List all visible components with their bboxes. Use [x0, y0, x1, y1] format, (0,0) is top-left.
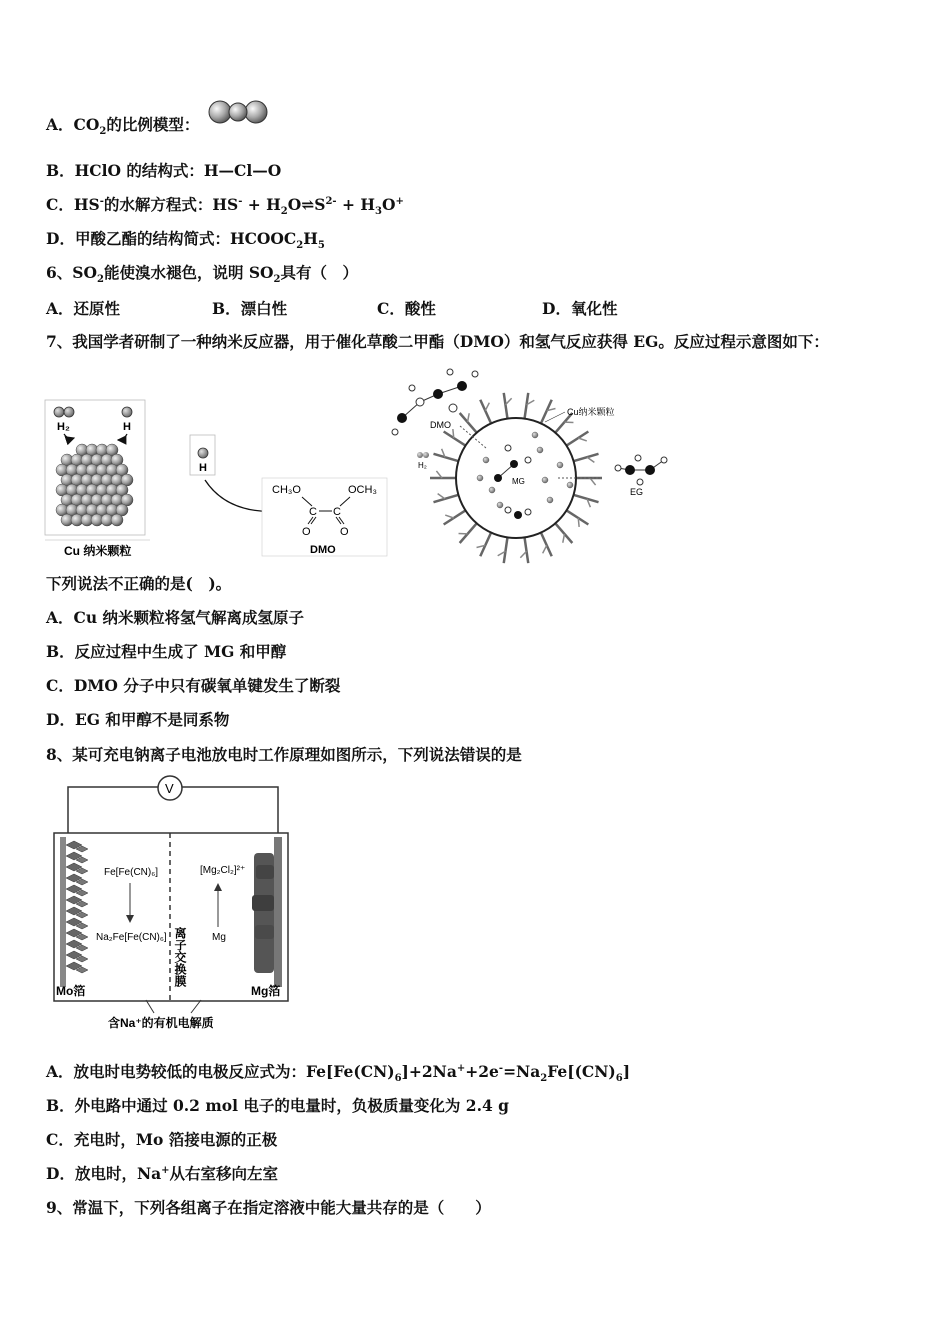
electrolyte-label: 含Na⁺的有机电解质 [108, 1016, 214, 1030]
carbon-1: C [309, 506, 317, 518]
q7-option-d: D．EG 和甲醇不是同系物 [46, 710, 230, 729]
electrolytic-cell [54, 833, 288, 1001]
fe-fecn6-label: Fe[Fe(CN)₆] [104, 867, 159, 878]
q6-option-c: C．酸性 [377, 299, 436, 318]
cu-nanoparticle-panel [45, 400, 150, 558]
mg-foil-label: Mg箔 [251, 984, 281, 998]
nanoreactor-panel [392, 369, 667, 563]
eg-label: EG [630, 487, 644, 497]
q8-option-b: B．外电路中通过 0.2 mol 电子的电量时，负极质量变化为 2.4 g [46, 1096, 509, 1115]
q8-option-d: D．放电时，Na+从右室移向左室 [46, 1164, 279, 1183]
q5-option-c: C．HS-的水解方程式：$HS^- + H_2O\rightleftharpoons S^{2-} + H_3O^+$ [46, 195, 404, 218]
q7-stem: 7、我国学者研制了一种纳米反应器，用于催化草酸二甲酯（DMO）和氢气反应获得 EG。反应过程示意图如下： [46, 332, 829, 351]
och3-label: OCH₃ [348, 484, 377, 496]
q7-option-a: A．Cu 纳米颗粒将氢气解离成氢原子 [46, 608, 305, 627]
membrane-label: 离子交换膜 [173, 927, 187, 987]
q5-option-d: D．甲酸乙酯的结构简式：$HCOOC_2H_5$ [46, 229, 325, 252]
q9-stem: 9、常温下，下列各组离子在指定溶液中能大量共存的是（ ） [46, 1198, 491, 1217]
q8-option-c: C．充电时，Mo 箔接电源的正极 [46, 1130, 278, 1149]
q6-option-b: B．漂白性 [212, 299, 288, 318]
cu-atom-cluster [56, 444, 133, 526]
q7-option-c: C．DMO 分子中只有碳氧单键发生了断裂 [46, 676, 341, 695]
eg-molecule [615, 455, 667, 485]
carbon-2: C [333, 506, 341, 518]
sodium-ion-battery-figure [46, 775, 296, 1035]
mg-foil-electrode [252, 837, 282, 987]
oxygen-1: O [302, 526, 311, 538]
cu-particle-caption: Cu 纳米颗粒 [64, 544, 132, 558]
q6-stem: 6、$SO_2$能使溴水褪色，说明 $SO_2$具有（ ） [46, 263, 359, 286]
q7-prompt: 下列说法不正确的是( )。 [46, 574, 232, 593]
q8-stem: 8、某可充电钠离子电池放电时工作原理如图所示，下列说法错误的是 [46, 745, 522, 764]
mg2cl2-label: [Mg₂Cl₂]²⁺ [200, 865, 246, 876]
cu-nano-label: Cu纳米颗粒 [567, 407, 615, 417]
q5-option-b: B．HClO 的结构式：H—Cl—O [46, 161, 282, 180]
q6-options [46, 297, 746, 317]
na2fe-label: Na₂Fe[Fe(CN)₆] [96, 932, 167, 943]
h2-label: H₂ [57, 421, 70, 433]
dmo-label: DMO [430, 420, 451, 430]
co2-space-filling-model [205, 98, 271, 128]
h-label: H [123, 421, 131, 433]
voltmeter-label: V [165, 781, 174, 796]
h-atom-label: H [199, 462, 207, 474]
q7-option-b: B．反应过程中生成了 MG 和甲醇 [46, 642, 287, 661]
h2-label-reactor: H₂ [418, 461, 427, 470]
nano-reactor-figure [40, 360, 700, 570]
q8-option-a: A．放电时电势较低的电极反应式为：$Fe[Fe(CN)_6]+2Na^++2e^-=Na_2Fe[(CN)_6]$ [46, 1062, 631, 1085]
ch3o-label: CH₃O [272, 484, 301, 496]
q6-option-a: A．还原性 [46, 299, 121, 318]
mg-label: Mg [212, 932, 226, 943]
mo-foil-label: Mo箔 [56, 984, 86, 998]
mg-label: MG [512, 477, 525, 486]
q5-option-a: A．$CO_2$的比例模型： [46, 115, 200, 138]
q6-option-d: D．氧化性 [542, 299, 618, 318]
dmo-structure-panel [190, 435, 387, 556]
dmo-caption: DMO [310, 544, 336, 556]
oxygen-2: O [340, 526, 349, 538]
